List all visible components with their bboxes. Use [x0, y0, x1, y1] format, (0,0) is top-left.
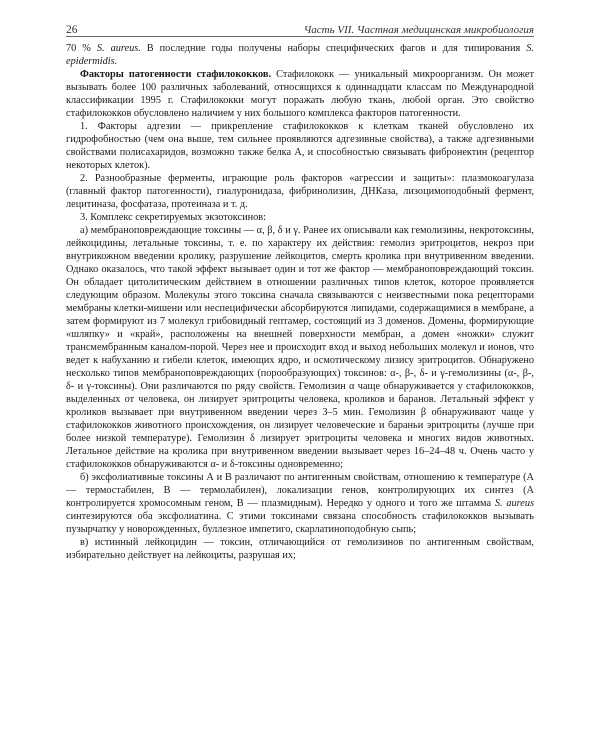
paragraph-membrane-toxins: а) мембраноповреждающие токсины — α, β, δ и γ. Ранее их описывали как гемолизины, некротоксины, лейкоцидины, летальные токсины, т. е. по характеру их действия: гемолиз эритроцитов, некроз при внутрикожном введении кролику, разрушение лейкоцитов, смерть кролика при внутривенном введении. Однако оказалось, что такой эффект вызывает один и тот же фактор — мембраноповреждающий токсин. Он обладает цитолитическим действием в отношении различных типов клеток, которое проявляется следующим образом. Молекулы этого токсина сначала связываются с неизвестными пока рецепторами мембраны клетки-мишени или неспецифически абсорбируются липидами, содержащимися в мембране, а затем формируют из 7 молекул грибовидный гептамер, состоящий из 3 доменов. Домены, формирующие «шляпку» и «край», расположены на внешней поверхности мембран, а домен «ножки» служит трансмембранным каналом-порой. Через нее и происходит вход и выход небольших молекул и ионов, что ведет к набуханию и гибели клеток, имеющих ядро, и осмотическому лизису эритроцитов. Обнаружено несколько типов мембраноповреждающих (порообразующих) токсинов: α-, β-, δ- и γ-гемолизины (α-, β-, δ- и γ-токсины). Они различаются по ряду свойств. Гемолизин α чаще обнаруживается у стафилококков, выделенных от человека, он лизирует эритроциты человека, кроликов и баранов. Летальный эффект у кроликов вызывает при внутривенном введении через 3–5 мин. Гемолизин β обнаруживают чаще у стафилококков животного происхождения, он лизирует человеческие и бараньи эритроциты (лучше при более низкой температуре). Гемолизин δ лизирует эритроциты человека и многих видов животных. Летальное действие на кролика при внутривенном введении вызывает через 16–24–48 ч. Очень часто у стафилококков обнаруживаются α- и δ-токсины одновременно;: [66, 225, 534, 470]
text-run: В последние годы получены наборы специфических фагов и для типирования: [140, 43, 527, 54]
paragraph-exotoxins: 3. Комплекс секретируемых экзотоксинов:: [80, 212, 267, 223]
paragraph-adhesion: 1. Факторы адгезии — прикрепление стафилококков к клеткам тканей обусловлено их гидрофобностью (чем она выше, тем сильнее проявляются адгезивные свойства), а также адгезивными свойствами полисахаридов, возможно также белка А, и способностью связывать фибронектин (рецептор некоторых клеток).: [66, 121, 534, 171]
section-heading: Факторы патогенности стафилококков.: [80, 69, 272, 80]
species-name: S. aureus: [494, 498, 535, 509]
page-body: [66, 42, 534, 562]
species-name: S. aureus.: [96, 43, 141, 54]
text-run: Стафилококк — уникальный микроорганизм. Он может вызывать более 100 различных заболеваний, относящихся к одиннадцати классам по Международной классификации 1995 г. Стафилококки могут поражать любую ткань, любой орган. Это свойство стафилококков обусловлено наличием у них большого комплекса факторов патогенности.: [66, 69, 534, 119]
text-run: б) эксфолиативные токсины А и В различают по антигенным свойствам, отношению к температуре (А — термостабилен, В — термолабилен), локализации генов, контролирующих их синтез (А контролируется хромосомным геном, В — плазмидным). Нередко у одного и того же штамма: [66, 472, 534, 509]
text-run: синтезируются оба эксфолиатина. С этими токсинами связана способность стафилококков вызывать пузырчатку у новорожденных, буллезное импетиго, скарлатиноподобную сыпь;: [66, 511, 534, 535]
running-head: [66, 20, 534, 37]
paragraph-enzymes: 2. Разнообразные ферменты, играющие роль факторов «агрессии и защиты»: плазмокоагулаза (главный фактор патогенности), гиалуронидаза, фибринолизин, ДНКаза, лизоцимоподобный фермент, лецитиназа, фосфатаза, протеиназа и т. д.: [66, 173, 534, 210]
species-name: S. epidermidis.: [66, 43, 534, 67]
paragraph-continuation: [66, 42, 534, 68]
paragraph-leukocidin: в) истинный лейкоцидин — токсин, отличающийся от гемолизинов по антигенным свойствам, избирательно действует на лейкоциты, разрушая их;: [66, 537, 534, 561]
paragraph-exfoliative-toxins: [66, 471, 534, 536]
running-title: Часть VII. Частная медицинская микробиология: [303, 24, 534, 36]
text-run: 70 %: [66, 43, 97, 54]
paragraph-pathogenicity: [66, 68, 534, 120]
page-number: 26: [66, 24, 78, 36]
